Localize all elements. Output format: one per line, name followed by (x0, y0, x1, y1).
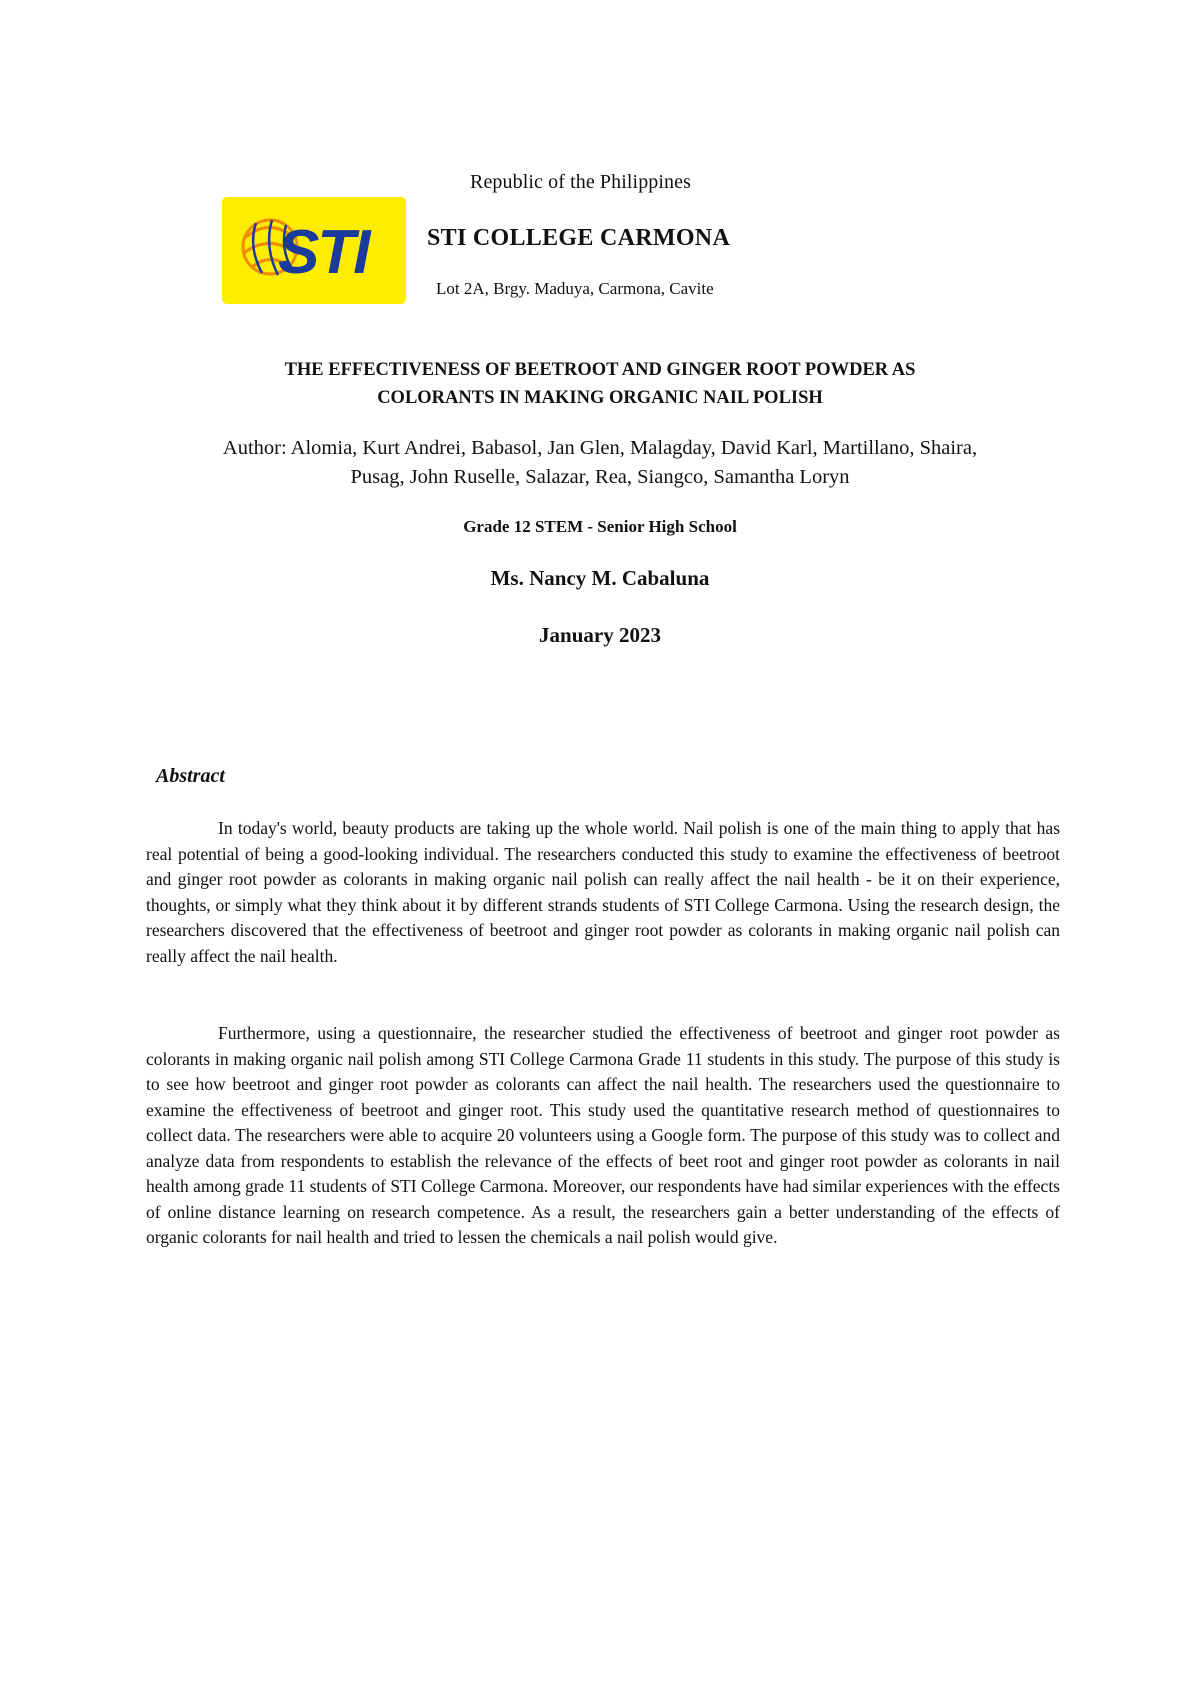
authors (140, 434, 1060, 492)
authors-line-1: Author: Alomia, Kurt Andrei, Babasol, Jan Glen, Malagday, David Karl, Martillano, Shaira, (222, 437, 978, 459)
paper-title-line-2: COLORANTS IN MAKING ORGANIC NAIL POLISH (377, 388, 823, 408)
paper-date: January 2023 (539, 623, 661, 647)
abstract-paragraph-2: Furthermore, using a questionnaire, the researcher studied the effectiveness of beetroot and ginger root powder as colorants in making organic nail polish among STI College Carmona Grade 11 students in this study. The purpose of this study is to see how beetroot and ginger root powder as colorants can affect the nail health. The researchers used the questionnaire to examine the effectiveness of beetroot and ginger root. This study used the quantitative research method of questionnaires to collect data. The researchers were able to acquire 20 volunteers using a Google form. The purpose of this study was to collect and analyze data from respondents to establish the relevance of the effects of beet root and ginger root powder as colorants in nail health among grade 11 students of STI College Carmona. Moreover, our respondents have had similar experiences with the effects of online distance learning on research competence. As a result, the researchers gain a better understanding of the effects of organic colorants for nail health and tried to lessen the chemicals a nail polish would give. (146, 1023, 1060, 1247)
adviser-name: Ms. Nancy M. Cabaluna (490, 566, 710, 590)
grade-level: Grade 12 STEM - Senior High School (463, 517, 737, 536)
sti-logo (222, 197, 406, 304)
abstract-paragraph-1: In today's world, beauty products are taking up the whole world. Nail polish is one of the main thing to apply that has real potential of being a good-looking individual. The researchers conducted this study to examine the effectiveness of beetroot and ginger root powder as colorants in making organic nail polish can really affect the nail health - be it on their experience, thoughts, or simply what they think about it by different strands students of STI College Carmona. Using the research design, the researchers discovered that the effectiveness of beetroot and ginger root powder as colorants in making organic nail polish can really affect the nail health. (146, 818, 1060, 966)
college-name: STI COLLEGE CARMONA (427, 225, 731, 251)
sti-logo-graphic (222, 197, 406, 304)
abstract-heading: Abstract (156, 765, 225, 787)
header-country: Republic of the Philippines (470, 171, 692, 193)
paper-title-line-1: THE EFFECTIVENESS OF BEETROOT AND GINGER ROOT POWDER AS (284, 360, 916, 380)
college-address: Lot 2A, Brgy. Maduya, Carmona, Cavite (436, 279, 714, 298)
logo-text: STI (278, 218, 369, 287)
paper-title (140, 356, 1060, 412)
authors-line-2: Pusag, John Ruselle, Salazar, Rea, Siangco, Samantha Loryn (350, 466, 850, 488)
